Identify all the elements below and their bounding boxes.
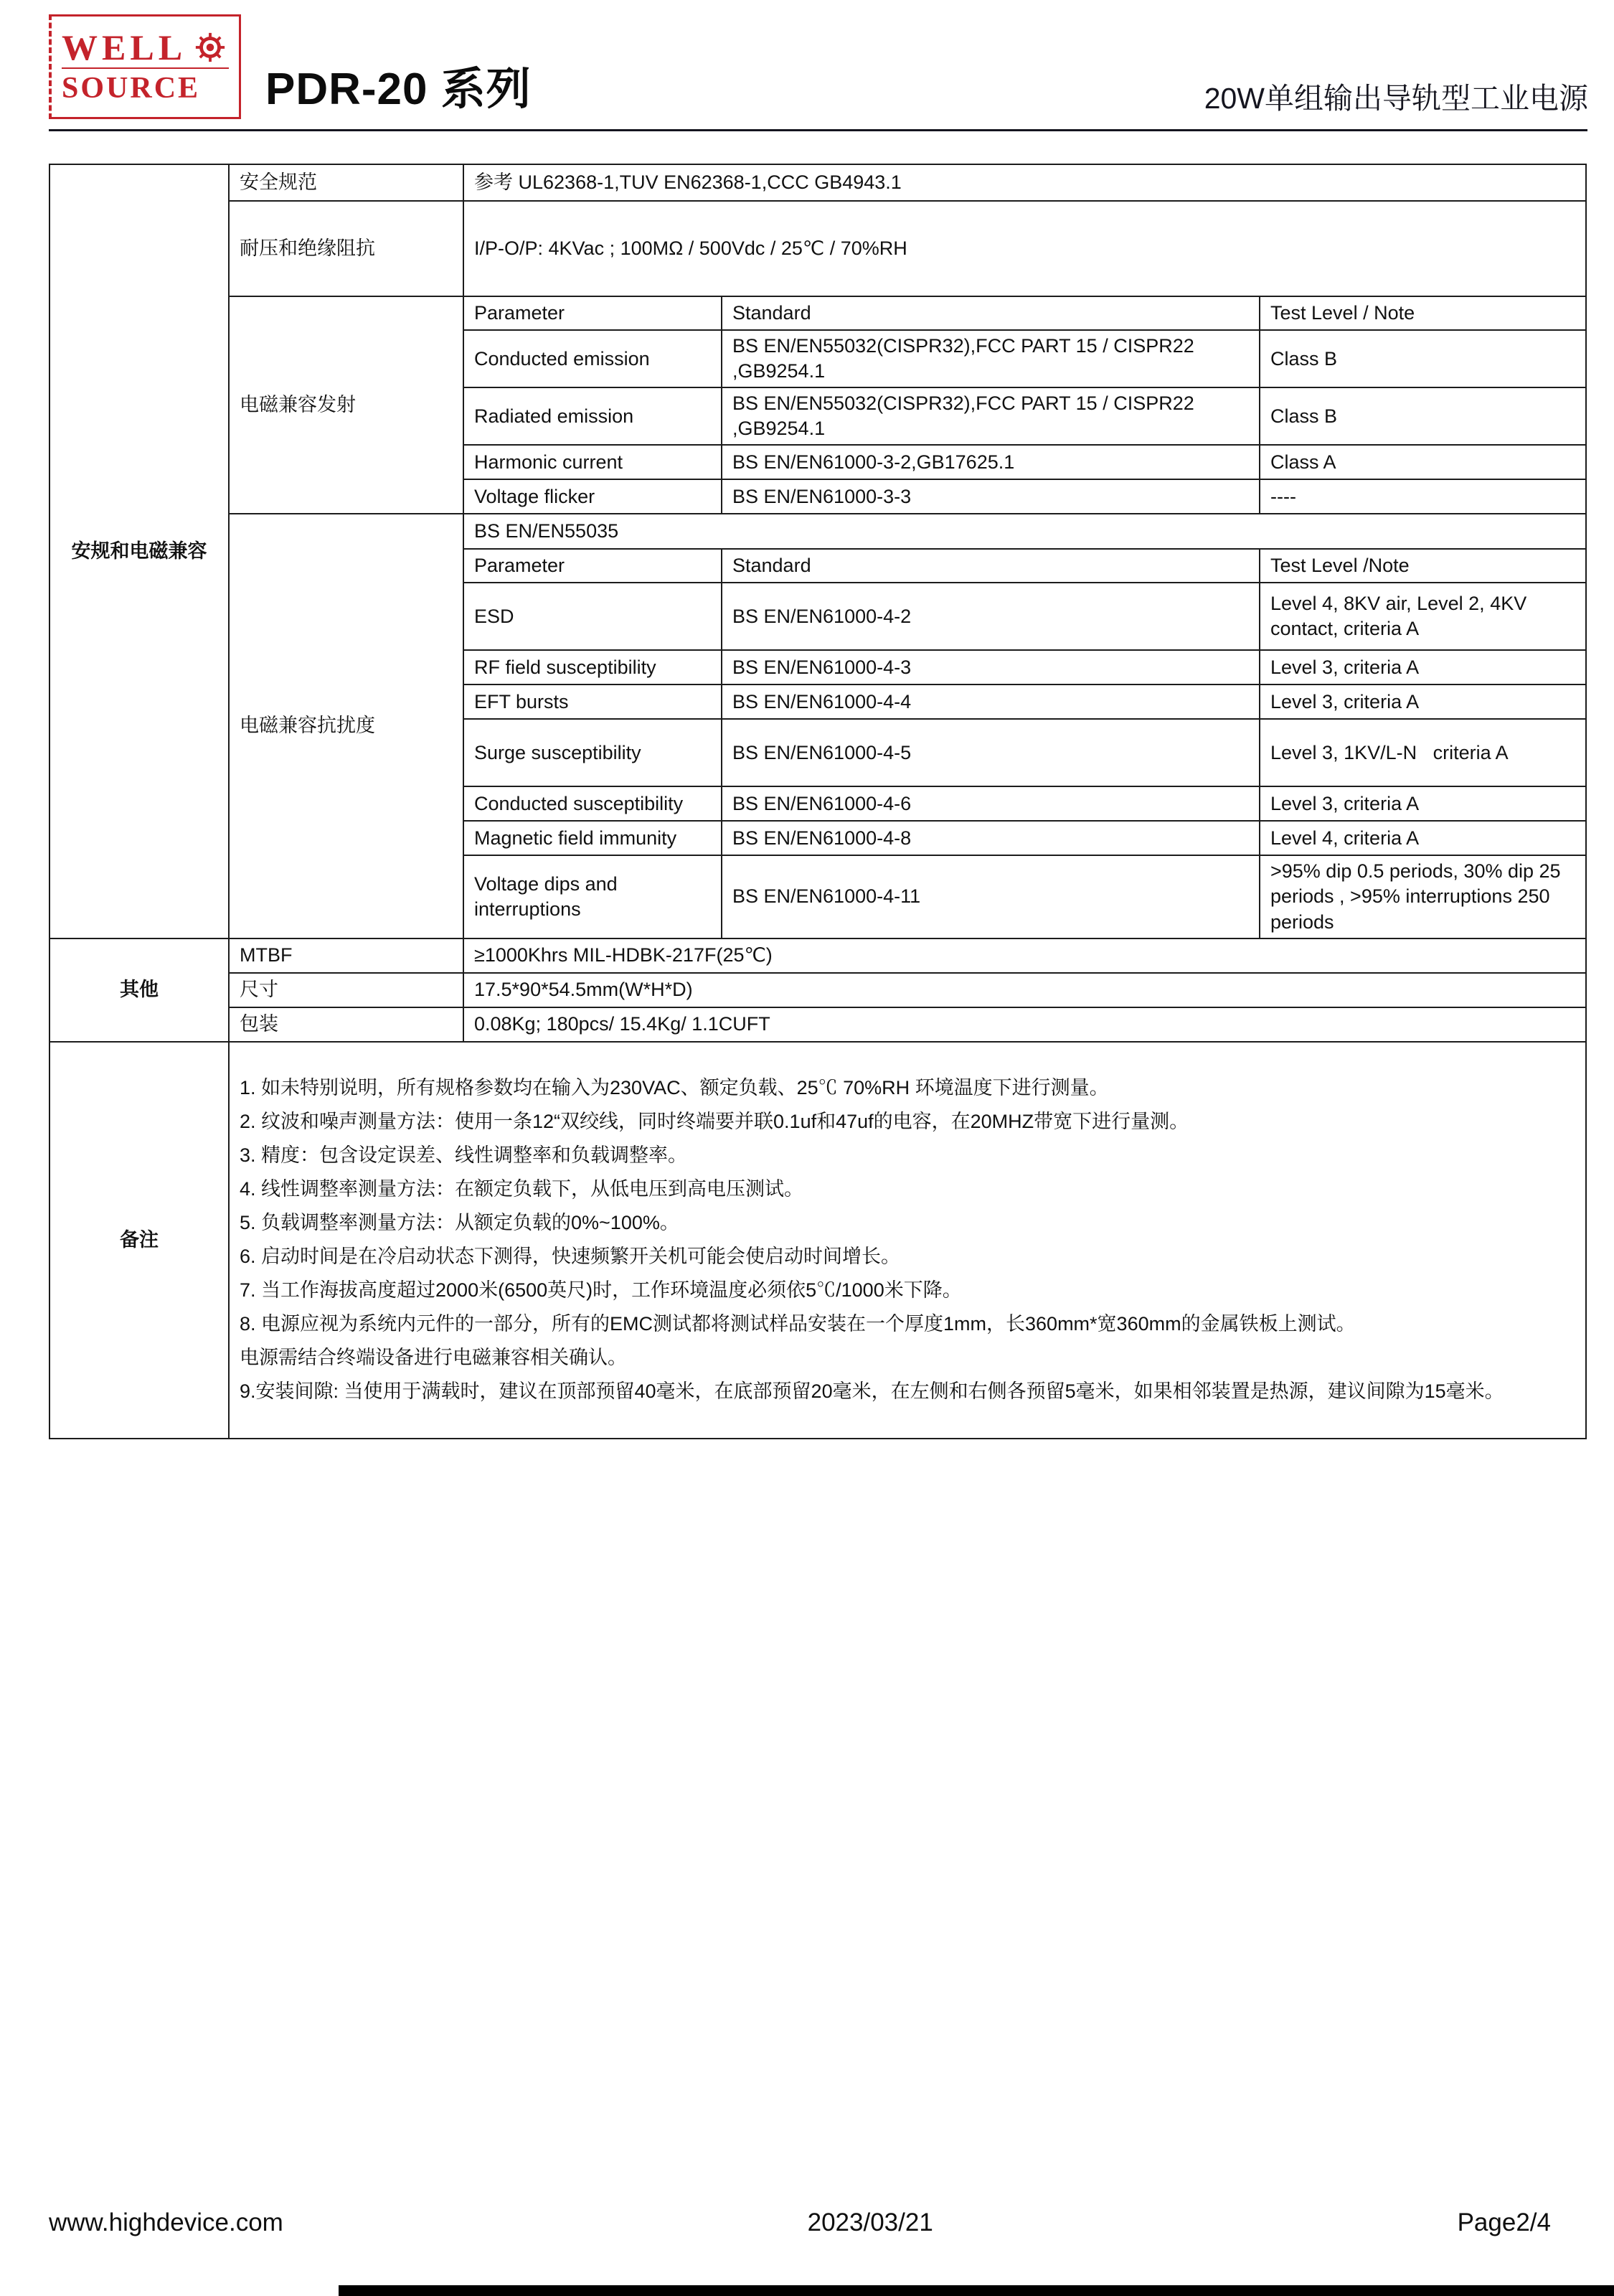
testlevel-cell: Class B xyxy=(1260,387,1586,445)
note-line: 6. 启动时间是在冷启动状态下测得，快速频繁开关机可能会使启动时间增长。 xyxy=(240,1246,901,1268)
page-subtitle: 20W单组输出导轨型工业电源 xyxy=(1204,82,1588,115)
column-header-testlevel: Test Level / Note xyxy=(1260,296,1586,330)
param-cell: Conducted susceptibility xyxy=(463,786,722,821)
testlevel-cell: Level 4, criteria A xyxy=(1260,821,1586,855)
param-cell: Voltage flicker xyxy=(463,479,722,514)
standard-cell: BS EN/EN61000-4-6 xyxy=(722,786,1260,821)
param-cell: EFT bursts xyxy=(463,684,722,719)
page-footer xyxy=(49,2208,1551,2237)
section-label-others: 其他 xyxy=(49,938,229,1042)
param-cell: Magnetic field immunity xyxy=(463,821,722,855)
row-label: 包装 xyxy=(229,1007,463,1042)
logo-text-well: WELL xyxy=(62,27,187,67)
standard-cell: BS EN/EN61000-4-5 xyxy=(722,719,1260,786)
row-label: 耐压和绝缘阻抗 xyxy=(229,201,463,296)
section-label-safety-emc: 安规和电磁兼容 xyxy=(49,164,229,938)
row-label-emission: 电磁兼容发射 xyxy=(229,296,463,514)
footer-page-number: Page2/4 xyxy=(1457,2208,1551,2236)
param-cell: Voltage dips and interruptions xyxy=(463,855,722,938)
standard-cell: BS EN/EN61000-4-2 xyxy=(722,583,1260,650)
logo-line-1 xyxy=(62,29,229,67)
column-header-testlevel: Test Level /Note xyxy=(1260,549,1586,583)
testlevel-cell: >95% dip 0.5 periods, 30% dip 25 periods , >95% interruptions 250 periods xyxy=(1260,855,1586,938)
footer-website: www.highdevice.com xyxy=(49,2208,283,2236)
table-row xyxy=(49,1042,1586,1439)
table-row xyxy=(49,938,1586,973)
standard-cell: BS EN/EN61000-4-3 xyxy=(722,650,1260,684)
param-cell: RF field susceptibility xyxy=(463,650,722,684)
spec-table xyxy=(49,164,1587,1439)
logo-text-source: SOURCE xyxy=(62,67,229,105)
standard-cell: BS EN/EN61000-3-3 xyxy=(722,479,1260,514)
param-cell: Radiated emission xyxy=(463,387,722,445)
standard-cell: BS EN/EN61000-4-4 xyxy=(722,684,1260,719)
param-cell: Harmonic current xyxy=(463,445,722,479)
note-line: 3. 精度：包含设定误差、线性调整率和负载调整率。 xyxy=(240,1144,688,1167)
note-line: 7. 当工作海拔高度超过2000米(6500英尺)时，工作环境温度必须依5℃/1000米下降。 xyxy=(240,1279,962,1302)
footer-date: 2023/03/21 xyxy=(807,2208,933,2236)
row-label-immunity: 电磁兼容抗扰度 xyxy=(229,514,463,938)
testlevel-cell: Level 3, 1KV/L-N criteria A xyxy=(1260,719,1586,786)
notes-cell xyxy=(229,1042,1586,1439)
column-header-parameter: Parameter xyxy=(463,549,722,583)
note-line: 9.安装间隙: 当使用于满载时，建议在顶部预留40毫米，在底部预留20毫米，在左侧和右侧各预留5毫米，如果相邻装置是热源，建议间隙为15毫米。 xyxy=(240,1380,1504,1403)
row-value: 参考 UL62368-1,TUV EN62368-1,CCC GB4943.1 xyxy=(463,164,1586,201)
testlevel-cell: Level 4, 8KV air, Level 2, 4KV contact, criteria A xyxy=(1260,583,1586,650)
testlevel-cell: Level 3, criteria A xyxy=(1260,684,1586,719)
note-line: 1. 如未特别说明，所有规格参数均在输入为230VAC、额定负载、25℃ 70%RH 环境温度下进行测量。 xyxy=(240,1077,1109,1099)
testlevel-cell: Level 3, criteria A xyxy=(1260,650,1586,684)
column-header-standard: Standard xyxy=(722,549,1260,583)
standard-cell: BS EN/EN61000-3-2,GB17625.1 xyxy=(722,445,1260,479)
testlevel-cell: Class B xyxy=(1260,330,1586,387)
row-label: MTBF xyxy=(229,938,463,973)
testlevel-cell: Class A xyxy=(1260,445,1586,479)
note-line: 5. 负载调整率测量方法：从额定负载的0%~100%。 xyxy=(240,1212,679,1234)
note-line: 8. 电源应视为系统内元件的一部分，所有的EMC测试都将测试样品安装在一个厚度1mm，长360mm*宽360mm的金属铁板上测试。 xyxy=(240,1313,1356,1335)
page-title: PDR-20 系列 xyxy=(265,65,532,114)
immunity-banner: BS EN/EN55035 xyxy=(463,514,1586,549)
standard-cell: BS EN/EN55032(CISPR32),FCC PART 15 / CISPR22 ,GB9254.1 xyxy=(722,387,1260,445)
section-label-notes: 备注 xyxy=(49,1042,229,1439)
row-label: 安全规范 xyxy=(229,164,463,201)
note-line: 4. 线性调整率测量方法：在额定负载下，从低电压到高电压测试。 xyxy=(240,1178,804,1200)
testlevel-cell: Level 3, criteria A xyxy=(1260,786,1586,821)
brand-logo xyxy=(49,14,241,119)
table-row xyxy=(49,201,1586,296)
column-header-parameter: Parameter xyxy=(463,296,722,330)
row-value: I/P-O/P: 4KVac ; 100MΩ / 500Vdc / 25℃ / 70%RH xyxy=(463,201,1586,296)
param-cell: ESD xyxy=(463,583,722,650)
standard-cell: BS EN/EN55032(CISPR32),FCC PART 15 / CISPR22 ,GB9254.1 xyxy=(722,330,1260,387)
note-line: 电源需结合终端设备进行电磁兼容相关确认。 xyxy=(240,1347,627,1369)
column-header-standard: Standard xyxy=(722,296,1260,330)
table-row xyxy=(49,1007,1586,1042)
table-row xyxy=(49,973,1586,1007)
note-line: 2. 纹波和噪声测量方法：使用一条12“双绞线，同时终端要并联0.1uf和47uf的电容，在20MHZ带宽下进行量测。 xyxy=(240,1111,1189,1133)
table-row xyxy=(49,296,1586,330)
param-cell: Conducted emission xyxy=(463,330,722,387)
page-header xyxy=(49,11,1588,119)
standard-cell: BS EN/EN61000-4-8 xyxy=(722,821,1260,855)
gear-icon xyxy=(194,31,227,64)
testlevel-cell: ---- xyxy=(1260,479,1586,514)
standard-cell: BS EN/EN61000-4-11 xyxy=(722,855,1260,938)
row-value: ≥1000Khrs MIL-HDBK-217F(25℃) xyxy=(463,938,1586,973)
row-value: 17.5*90*54.5mm(W*H*D) xyxy=(463,973,1586,1007)
bottom-edge-bar xyxy=(339,2285,1614,2296)
param-cell: Surge susceptibility xyxy=(463,719,722,786)
row-value: 0.08Kg; 180pcs/ 15.4Kg/ 1.1CUFT xyxy=(463,1007,1586,1042)
row-label: 尺寸 xyxy=(229,973,463,1007)
header-divider xyxy=(49,129,1587,131)
table-row xyxy=(49,514,1586,549)
table-row xyxy=(49,164,1586,201)
